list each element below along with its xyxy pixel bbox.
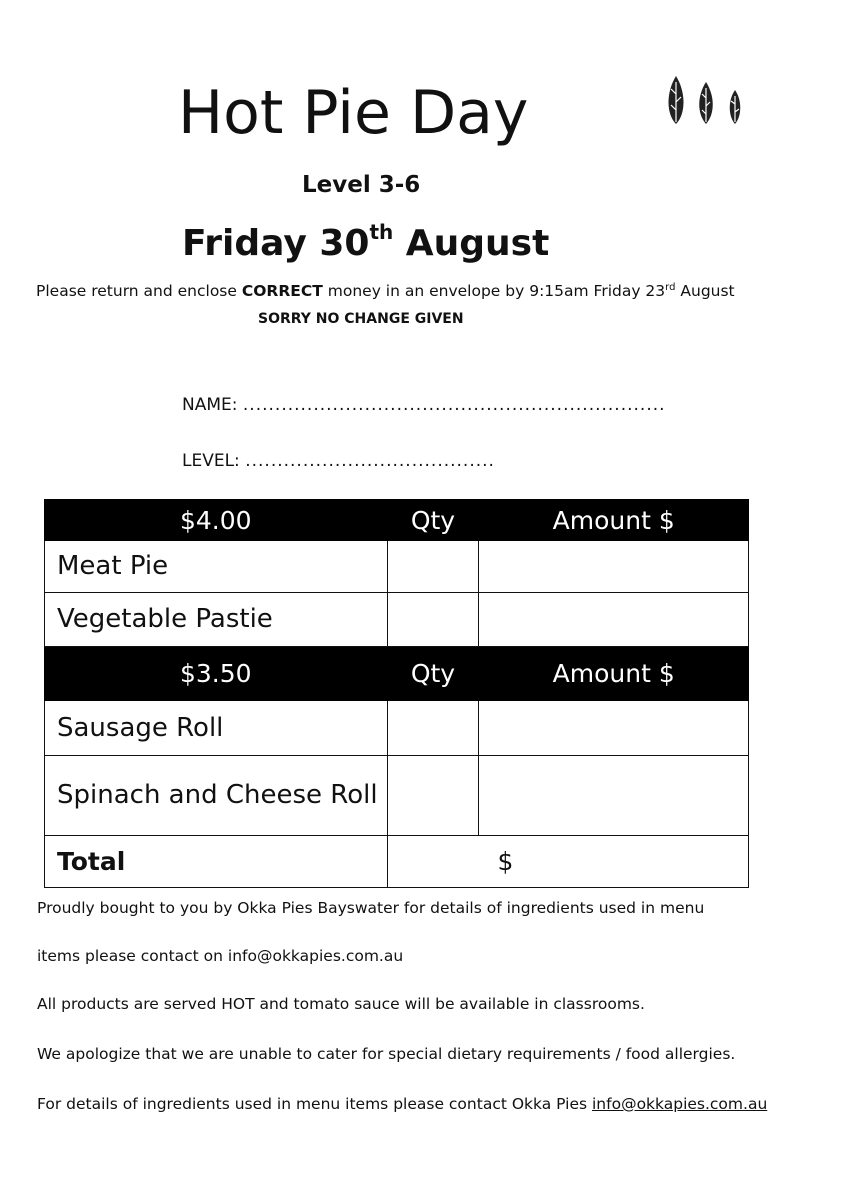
amount-header: Amount $ <box>479 647 749 701</box>
return-instructions <box>36 282 735 300</box>
qty-header: Qty <box>387 500 479 541</box>
amount-cell[interactable] <box>479 756 749 836</box>
instr-part2: money in an envelope by 9:15am Friday 23 <box>322 282 666 300</box>
item-name: Sausage Roll <box>45 701 388 756</box>
amount-cell[interactable] <box>479 701 749 756</box>
note-line-5 <box>37 1095 767 1113</box>
price-header-row <box>45 647 749 701</box>
contact-email-link[interactable]: info@okkapies.com.au <box>592 1095 768 1113</box>
qty-header: Qty <box>387 647 479 701</box>
qty-cell[interactable] <box>387 756 479 836</box>
price-header-row <box>45 500 749 541</box>
table-row <box>45 593 749 647</box>
level-label: LEVEL: <box>182 451 240 471</box>
event-date <box>182 220 549 264</box>
table-row <box>45 541 749 593</box>
note-line-2: items please contact on info@okkapies.com.au <box>37 947 404 965</box>
item-name: Meat Pie <box>45 541 388 593</box>
instr-sup: rd <box>665 282 676 293</box>
note-line-5-text: For details of ingredients used in menu items please contact Okka Pies <box>37 1095 592 1113</box>
amount-header: Amount $ <box>479 500 749 541</box>
order-table <box>44 499 749 888</box>
total-amount-cell[interactable]: $ <box>387 836 748 888</box>
instr-bold: CORRECT <box>241 282 323 300</box>
date-suffix: th <box>369 220 394 244</box>
qty-cell[interactable] <box>387 593 479 647</box>
item-name: Spinach and Cheese Roll <box>45 756 388 836</box>
level-heading: Level 3-6 <box>302 172 421 198</box>
page-title: Hot Pie Day <box>178 78 529 148</box>
level-field[interactable] <box>182 451 495 471</box>
leaf-logo-icon <box>662 72 754 128</box>
date-month: August <box>393 223 550 264</box>
name-label: NAME: <box>182 395 238 415</box>
table-row <box>45 756 749 836</box>
amount-cell[interactable] <box>479 593 749 647</box>
qty-cell[interactable] <box>387 541 479 593</box>
total-row <box>45 836 749 888</box>
instr-part3: August <box>675 282 735 300</box>
note-line-4: We apologize that we are unable to cater for special dietary requirements / food allergies. <box>37 1045 736 1063</box>
amount-cell[interactable] <box>479 541 749 593</box>
date-day: Friday 30 <box>182 223 370 264</box>
table-row <box>45 701 749 756</box>
price-header: $3.50 <box>45 647 388 701</box>
total-label: Total <box>45 836 388 888</box>
name-dots: .................................................................. <box>242 395 666 415</box>
item-name: Vegetable Pastie <box>45 593 388 647</box>
instr-part1: Please return and enclose <box>36 282 242 300</box>
no-change-notice: SORRY NO CHANGE GIVEN <box>258 311 464 327</box>
qty-cell[interactable] <box>387 701 479 756</box>
price-header: $4.00 <box>45 500 388 541</box>
name-field[interactable] <box>182 395 666 415</box>
note-line-3: All products are served HOT and tomato sauce will be available in classrooms. <box>37 995 645 1013</box>
note-line-1: Proudly bought to you by Okka Pies Bayswater for details of ingredients used in menu <box>37 899 705 917</box>
level-dots: ....................................... <box>245 451 495 471</box>
